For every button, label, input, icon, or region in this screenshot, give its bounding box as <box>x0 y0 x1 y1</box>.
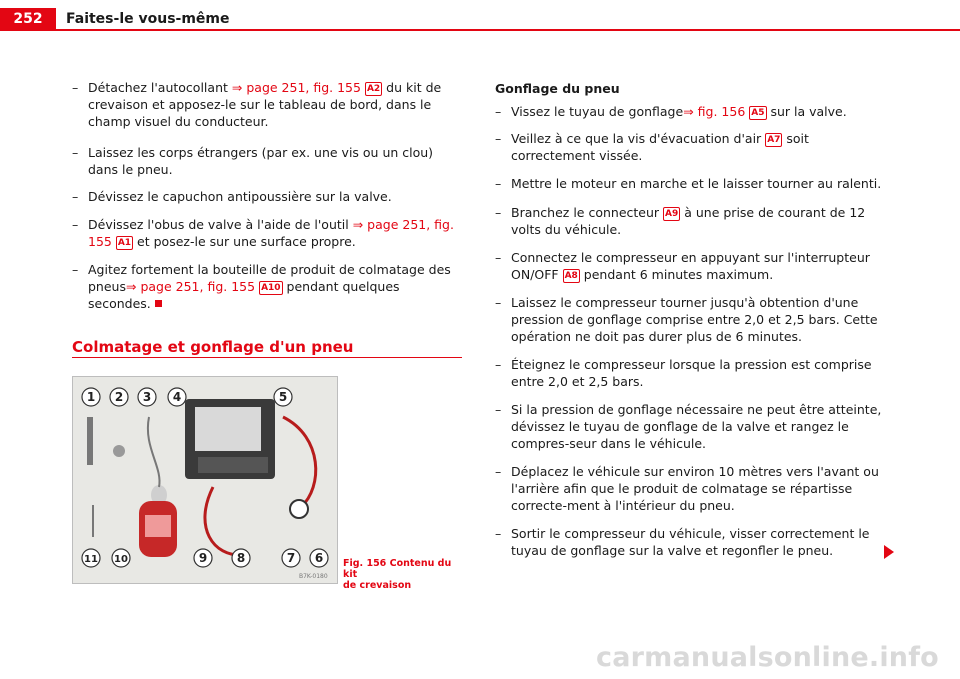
callout-badge: A7 <box>767 135 781 145</box>
instruction-item: – Déplacez le véhicule sur environ 10 mètres vers l'avant ou l'arrière afin que le produit de colmatage se répartisse correcte-ment à l'intérieur du pneu. <box>495 464 879 513</box>
list-dash: – <box>72 217 79 232</box>
figure-label: 5 <box>278 390 288 404</box>
section-divider <box>72 357 462 358</box>
gauge-shape <box>290 500 308 518</box>
figure-label: 10 <box>114 554 128 565</box>
callout-badge: A9 <box>665 209 679 219</box>
watermark: carmanualsonline.info <box>596 642 939 673</box>
next-page-arrow-icon[interactable] <box>884 545 894 559</box>
instruction-item: – Éteignez le compresseur lorsque la pression est comprise entre 2,0 et 2,5 bars. <box>495 357 872 389</box>
callout-badge: A10 <box>261 283 281 293</box>
page-reference-link[interactable]: page 251, fig. 155 <box>140 279 256 294</box>
instruction-item: – Si la pression de gonflage nécessaire ne peut être atteinte, dévissez le tuyau de gonflage de la valve et rangez le compres-seur dans le véhicule. <box>495 402 882 451</box>
arrow-icon: ⇒ <box>352 217 364 232</box>
section-title: Colmatage et gonflage d'un pneu <box>72 338 354 356</box>
page-reference-link[interactable]: page 251, fig. 155 <box>88 217 454 249</box>
figure-label: 4 <box>172 390 182 404</box>
instruction-item: – Sortir le compresseur du véhicule, visser correctement le tuyau de gonflage sur la valve et regonfler le pneu. <box>495 526 870 558</box>
callout-badge: A2 <box>366 84 381 94</box>
figure-label: 2 <box>114 390 124 404</box>
kit-illustration <box>73 377 337 583</box>
arrow-icon: ⇒ <box>683 104 694 119</box>
instruction-item: – Détachez l'autocollant ⇒ page 251, fig. 155 A2 du kit de crevaison et apposez-le sur le tableau de bord, dans le champ visuel du conducteur. <box>72 80 442 129</box>
subsection-title: Gonflage du pneu <box>495 81 620 96</box>
list-dash: – <box>495 176 502 191</box>
callout-badge: A8 <box>564 271 578 281</box>
list-dash: – <box>495 402 502 417</box>
list-dash: – <box>495 250 502 265</box>
instruction-item: – Vissez le tuyau de gonflage⇒ fig. 156 A5 sur la valve. <box>495 104 847 119</box>
list-dash: – <box>72 80 79 95</box>
list-dash: – <box>72 145 79 160</box>
arrow-icon: ⇒ <box>125 279 137 294</box>
figure-label: 6 <box>314 551 324 565</box>
figure-code: B7K-0180 <box>299 573 328 580</box>
instruction-item: – Branchez le connecteur A9 à une prise de courant de 12 volts du véhicule. <box>495 205 866 237</box>
instruction-item: – Dévissez le capuchon antipoussière sur la valve. <box>72 189 392 204</box>
figure-label: 8 <box>236 551 246 565</box>
list-dash: – <box>495 205 502 220</box>
list-dash: – <box>72 189 79 204</box>
list-dash: – <box>495 131 502 146</box>
list-dash: – <box>495 104 502 119</box>
instruction-item: – Agitez fortement la bouteille de produit de colmatage des pneus⇒ page 251, fig. 155 A10 pendant quelques secondes. <box>72 262 451 311</box>
figure-label: 3 <box>142 390 152 404</box>
figure-label: 7 <box>286 551 296 565</box>
instruction-item: – Connectez le compresseur en appuyant sur l'interrupteur ON/OFF A8 pendant 6 minutes maximum. <box>495 250 870 282</box>
arrow-icon: ⇒ <box>231 80 243 95</box>
header-divider <box>0 29 960 31</box>
figure-label: 1 <box>86 390 96 404</box>
list-dash: – <box>495 526 502 541</box>
figure-caption: Fig. 156 Contenu du kit de crevaison <box>343 558 452 591</box>
figure-label: 11 <box>84 554 98 565</box>
end-marker-icon <box>155 300 162 307</box>
list-dash: – <box>495 464 502 479</box>
instruction-item: – Veillez à ce que la vis d'évacuation d'air A7 soit correctement vissée. <box>495 131 809 163</box>
callout-badge: A5 <box>751 108 765 118</box>
page-reference-link[interactable]: page 251, fig. 155 <box>246 80 361 95</box>
instruction-item: – Laissez le compresseur tourner jusqu'à obtention d'une pression de gonflage comprise entre 2,0 et 2,5 bars. Cette opération ne doit pas durer plus de 6 minutes. <box>495 295 878 344</box>
list-dash: – <box>495 357 502 372</box>
figure-reference-link[interactable]: fig. 156 <box>697 104 746 119</box>
instruction-item: – Dévissez l'obus de valve à l'aide de l'outil ⇒ page 251, fig. 155 A1 et posez-le sur une surface propre. <box>72 217 454 249</box>
instruction-item: – Laissez les corps étrangers (par ex. une vis ou un clou) dans le pneu. <box>72 145 434 177</box>
list-dash: – <box>72 262 79 277</box>
page-title: Faites-le vous-même <box>66 11 230 27</box>
list-dash: – <box>495 295 502 310</box>
figure-label: 9 <box>198 551 208 565</box>
page-header <box>0 0 960 32</box>
instruction-item: – Mettre le moteur en marche et le laisser tourner au ralenti. <box>495 176 882 191</box>
page-number: 252 <box>0 8 56 30</box>
figure-image <box>72 376 338 584</box>
callout-badge: A1 <box>117 238 132 248</box>
